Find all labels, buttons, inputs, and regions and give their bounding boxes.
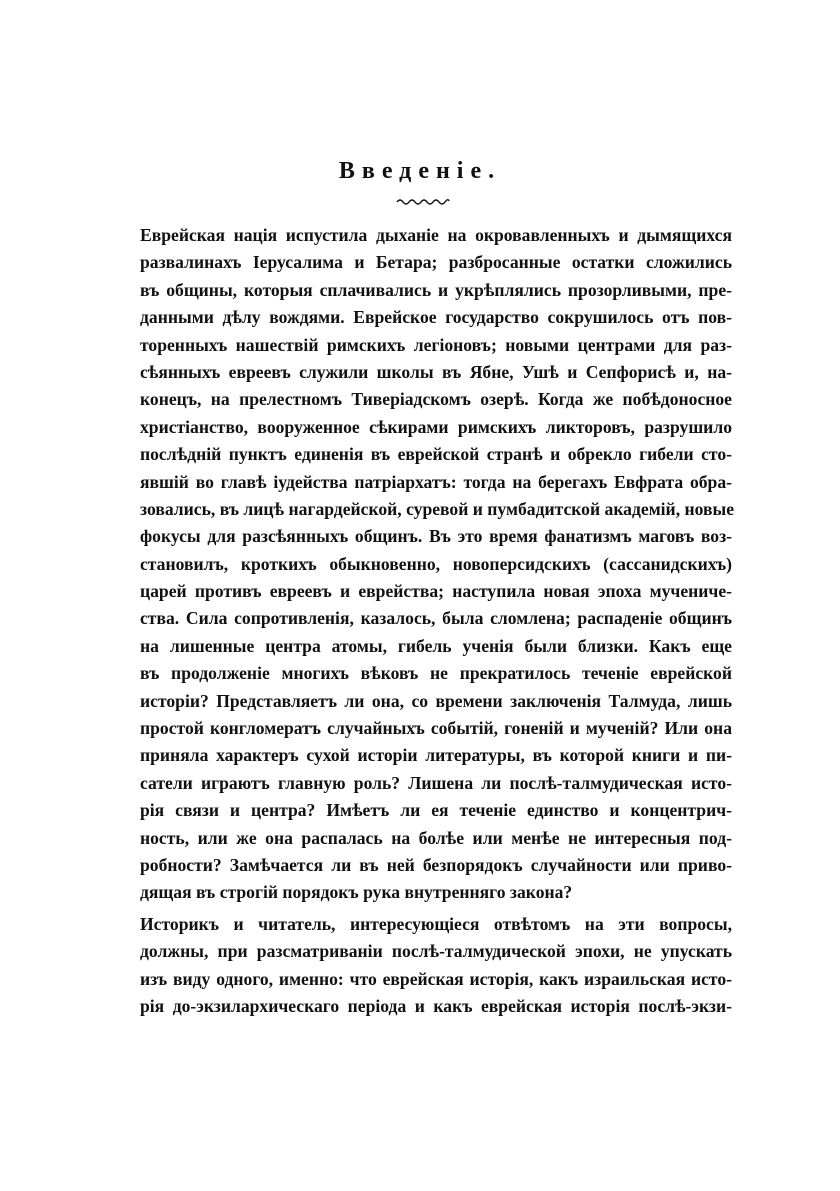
text-line: робности? Замѣчается ли въ ней безпорядокъ случайности или приво- — [140, 854, 732, 875]
text-line: Еврейская нацiя испустила дыханiе на окровавленныхъ и дымящихся — [140, 225, 732, 245]
text-line: становилъ, кроткихъ обыкновенно, новоперсидскихъ (сассанидскихъ) — [140, 553, 732, 574]
text-line: Историкъ и читатель, интересующiеся отвѣтомъ на эти вопросы, — [140, 913, 732, 934]
text-line: въ продолженiе многихъ вѣковъ не прекратилось теченiе еврейской — [140, 663, 732, 684]
text-line: изъ виду одного, именно: что еврейская исторiя, какъ израильская исто- — [140, 968, 732, 989]
text-line: рiя связи и центра? Имѣетъ ли ея теченiе единство и концентрич- — [140, 800, 732, 821]
text-line: простой конгломератъ случайныхъ событiй, гоненiй и мученiй? Или она — [140, 718, 732, 739]
text-line: фокусы для разсѣянныхъ общинъ. Въ это время фанатизмъ маговъ воз- — [140, 526, 732, 547]
text-line: ства. Сила сопротивленiя, казалось, была сломлена; распаденiе общинъ — [140, 608, 732, 629]
text-line: царей противъ евреевъ и еврейства; наступила новая эпоха мучениче- — [140, 581, 732, 602]
text-line: исторiи? Представляетъ ли она, со времени заключенiя Талмуда, лишь — [140, 690, 732, 711]
text-line: христiанство, вооруженное сѣкирами римскихъ ликторовъ, разрушило — [140, 416, 732, 437]
text-line: приняла характеръ сухой исторiи литературы, въ которой книги и пи- — [140, 745, 732, 766]
body-text — [140, 222, 735, 1020]
page-title: Введенiе. — [338, 158, 502, 184]
paragraph-1 — [140, 222, 735, 907]
text-line: ность, или же она распалась на болѣе или менѣе не интересныя под- — [140, 827, 732, 848]
text-line: сѣянныхъ евреевъ служили школы въ Ябне, Ушѣ и Сепфорисѣ и, на- — [140, 361, 732, 382]
text-line: сатели играютъ главную роль? Лишена ли послѣ-талмудическая исто- — [140, 772, 732, 793]
title-ornament — [395, 196, 451, 206]
text-line: развалинахъ Iерусалима и Бетара; разбросанные остатки сложились — [140, 252, 732, 273]
text-line: данными дѣлу вождями. Еврейское государство сокрушилось отъ пов- — [140, 307, 732, 328]
text-line: дящая въ строгiй порядокъ рука внутренняго закона? — [140, 882, 573, 903]
text-line: явшiй во главѣ iудейства патрiархатъ: тогда на берегахъ Евфрата обра- — [140, 471, 732, 492]
text-line: конецъ, на прелестномъ Тиверiадскомъ озерѣ. Когда же побѣдоносное — [140, 389, 732, 410]
text-line: послѣднiй пунктъ единенiя въ еврейской странѣ и обрекло гибели сто- — [140, 444, 732, 465]
text-line: должны, при разсматриванiи послѣ-талмудической эпохи, не упускать — [140, 941, 732, 962]
text-line: въ общины, которыя сплачивались и укрѣплялись прозорливыми, пре- — [140, 279, 732, 300]
text-line: торенныхъ нашествiй римскихъ легiоновъ; новыми центрами для раз- — [140, 334, 732, 355]
text-line: на лишенные центра атомы, гибель ученiя были близки. Какъ еще — [140, 635, 732, 656]
text-line: рiя до-экзилархическаго перiода и какъ еврейская исторiя послѣ-экзи- — [140, 995, 732, 1016]
paragraph-2 — [140, 911, 732, 1021]
text-line: зовались, въ лицѣ нагардейской, суревой и пумбадитской академiй, новые — [140, 498, 735, 519]
